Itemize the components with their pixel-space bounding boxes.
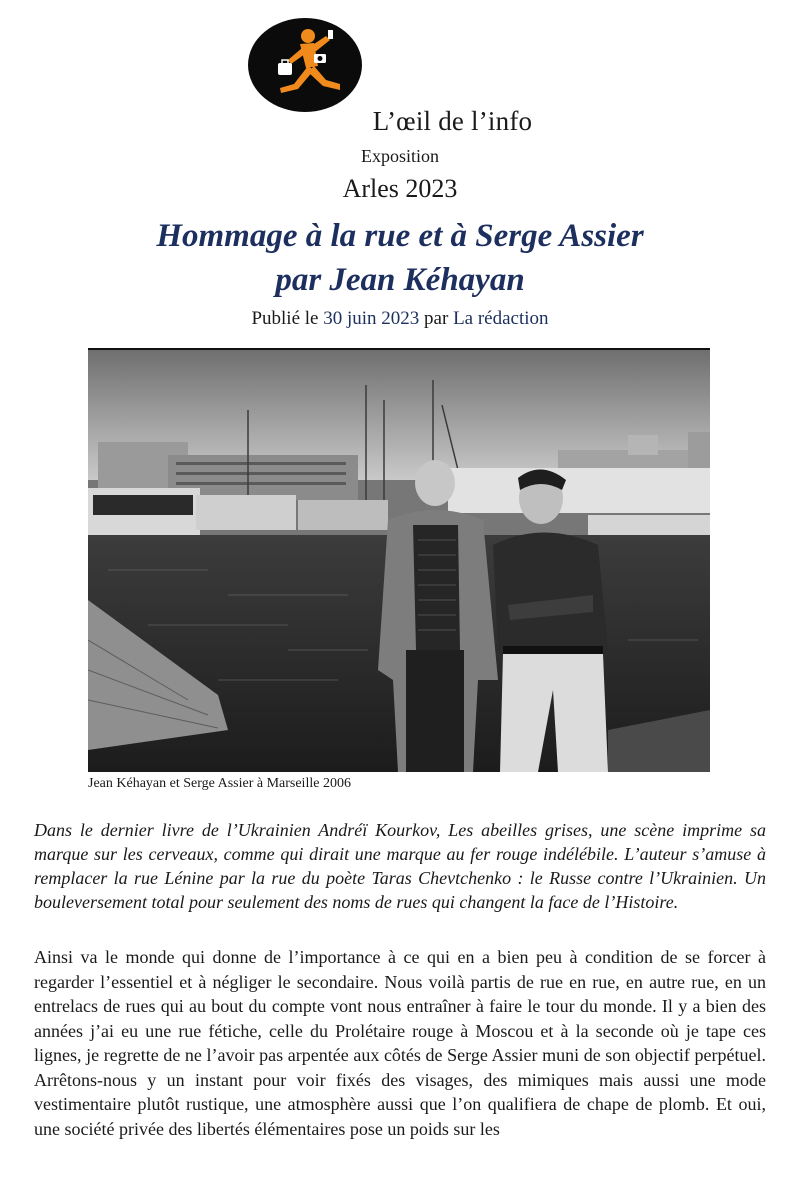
- published-prefix: Publié le: [251, 308, 319, 329]
- photo-caption: Jean Kéhayan et Serge Assier à Marseille 2006: [88, 776, 351, 791]
- site-name: L’œil de l’info: [372, 106, 533, 136]
- event-title: Arles 2023: [342, 174, 458, 203]
- author-link[interactable]: La rédaction: [453, 308, 549, 329]
- article-photo: [88, 348, 710, 772]
- article-title-line-2: par Jean Kéhayan: [275, 262, 525, 298]
- published-date[interactable]: 30 juin 2023: [323, 308, 420, 329]
- article-title-line-1: Hommage à la rue et à Serge Assier: [156, 218, 644, 254]
- running-reporter-logo-icon: [248, 18, 362, 112]
- article-intro: Dans le dernier livre de l’Ukrainien Andréï Kourkov, Les abeilles grises, une scène imprime sa marque sur les cerveaux, comme qui dirait une marque au fer rouge indélébile. L’auteur s’amuse à remplacer la rue Lénine par la rue du poète Taras Chevtchenko : le Russe contre l’Ukrainien. Un bouleversement total pour seulement des noms de rues qui changent la face de l’Histoire.: [34, 820, 766, 912]
- article-paragraph: Ainsi va le monde qui donne de l’importance à ce qui en a bien peu à condition de se forcer à regarder l’essentiel et à négliger le secondaire. Nous voilà partis de rue en rue, en autre rue, en un entrelacs de rues qui au bout du compte vont nous entraîner à faire le tour du monde. Il y a bien des années j’ai eu une rue fétiche, celle du Prolétaire rouge à Moscou et à la seconde où je tape ces lignes, je regrette de ne l’avoir pas arpentée aux côtés de Serge Assier muni de son objectif perpétuel. Arrêtons-nous y un instant pour voir fixés des visages, des mimiques mais aussi une mode vestimentaire plutôt rustique, une atmosphère aussi que l’on qualifiera de chape de plomb. Et oui, une société privée des libertés élémentaires pose un poids sur les: [34, 947, 766, 1139]
- site-logo: [248, 18, 362, 112]
- section-label: Exposition: [360, 146, 439, 166]
- byline: [0, 308, 800, 330]
- published-by: par: [424, 308, 449, 329]
- article-title: [0, 214, 800, 302]
